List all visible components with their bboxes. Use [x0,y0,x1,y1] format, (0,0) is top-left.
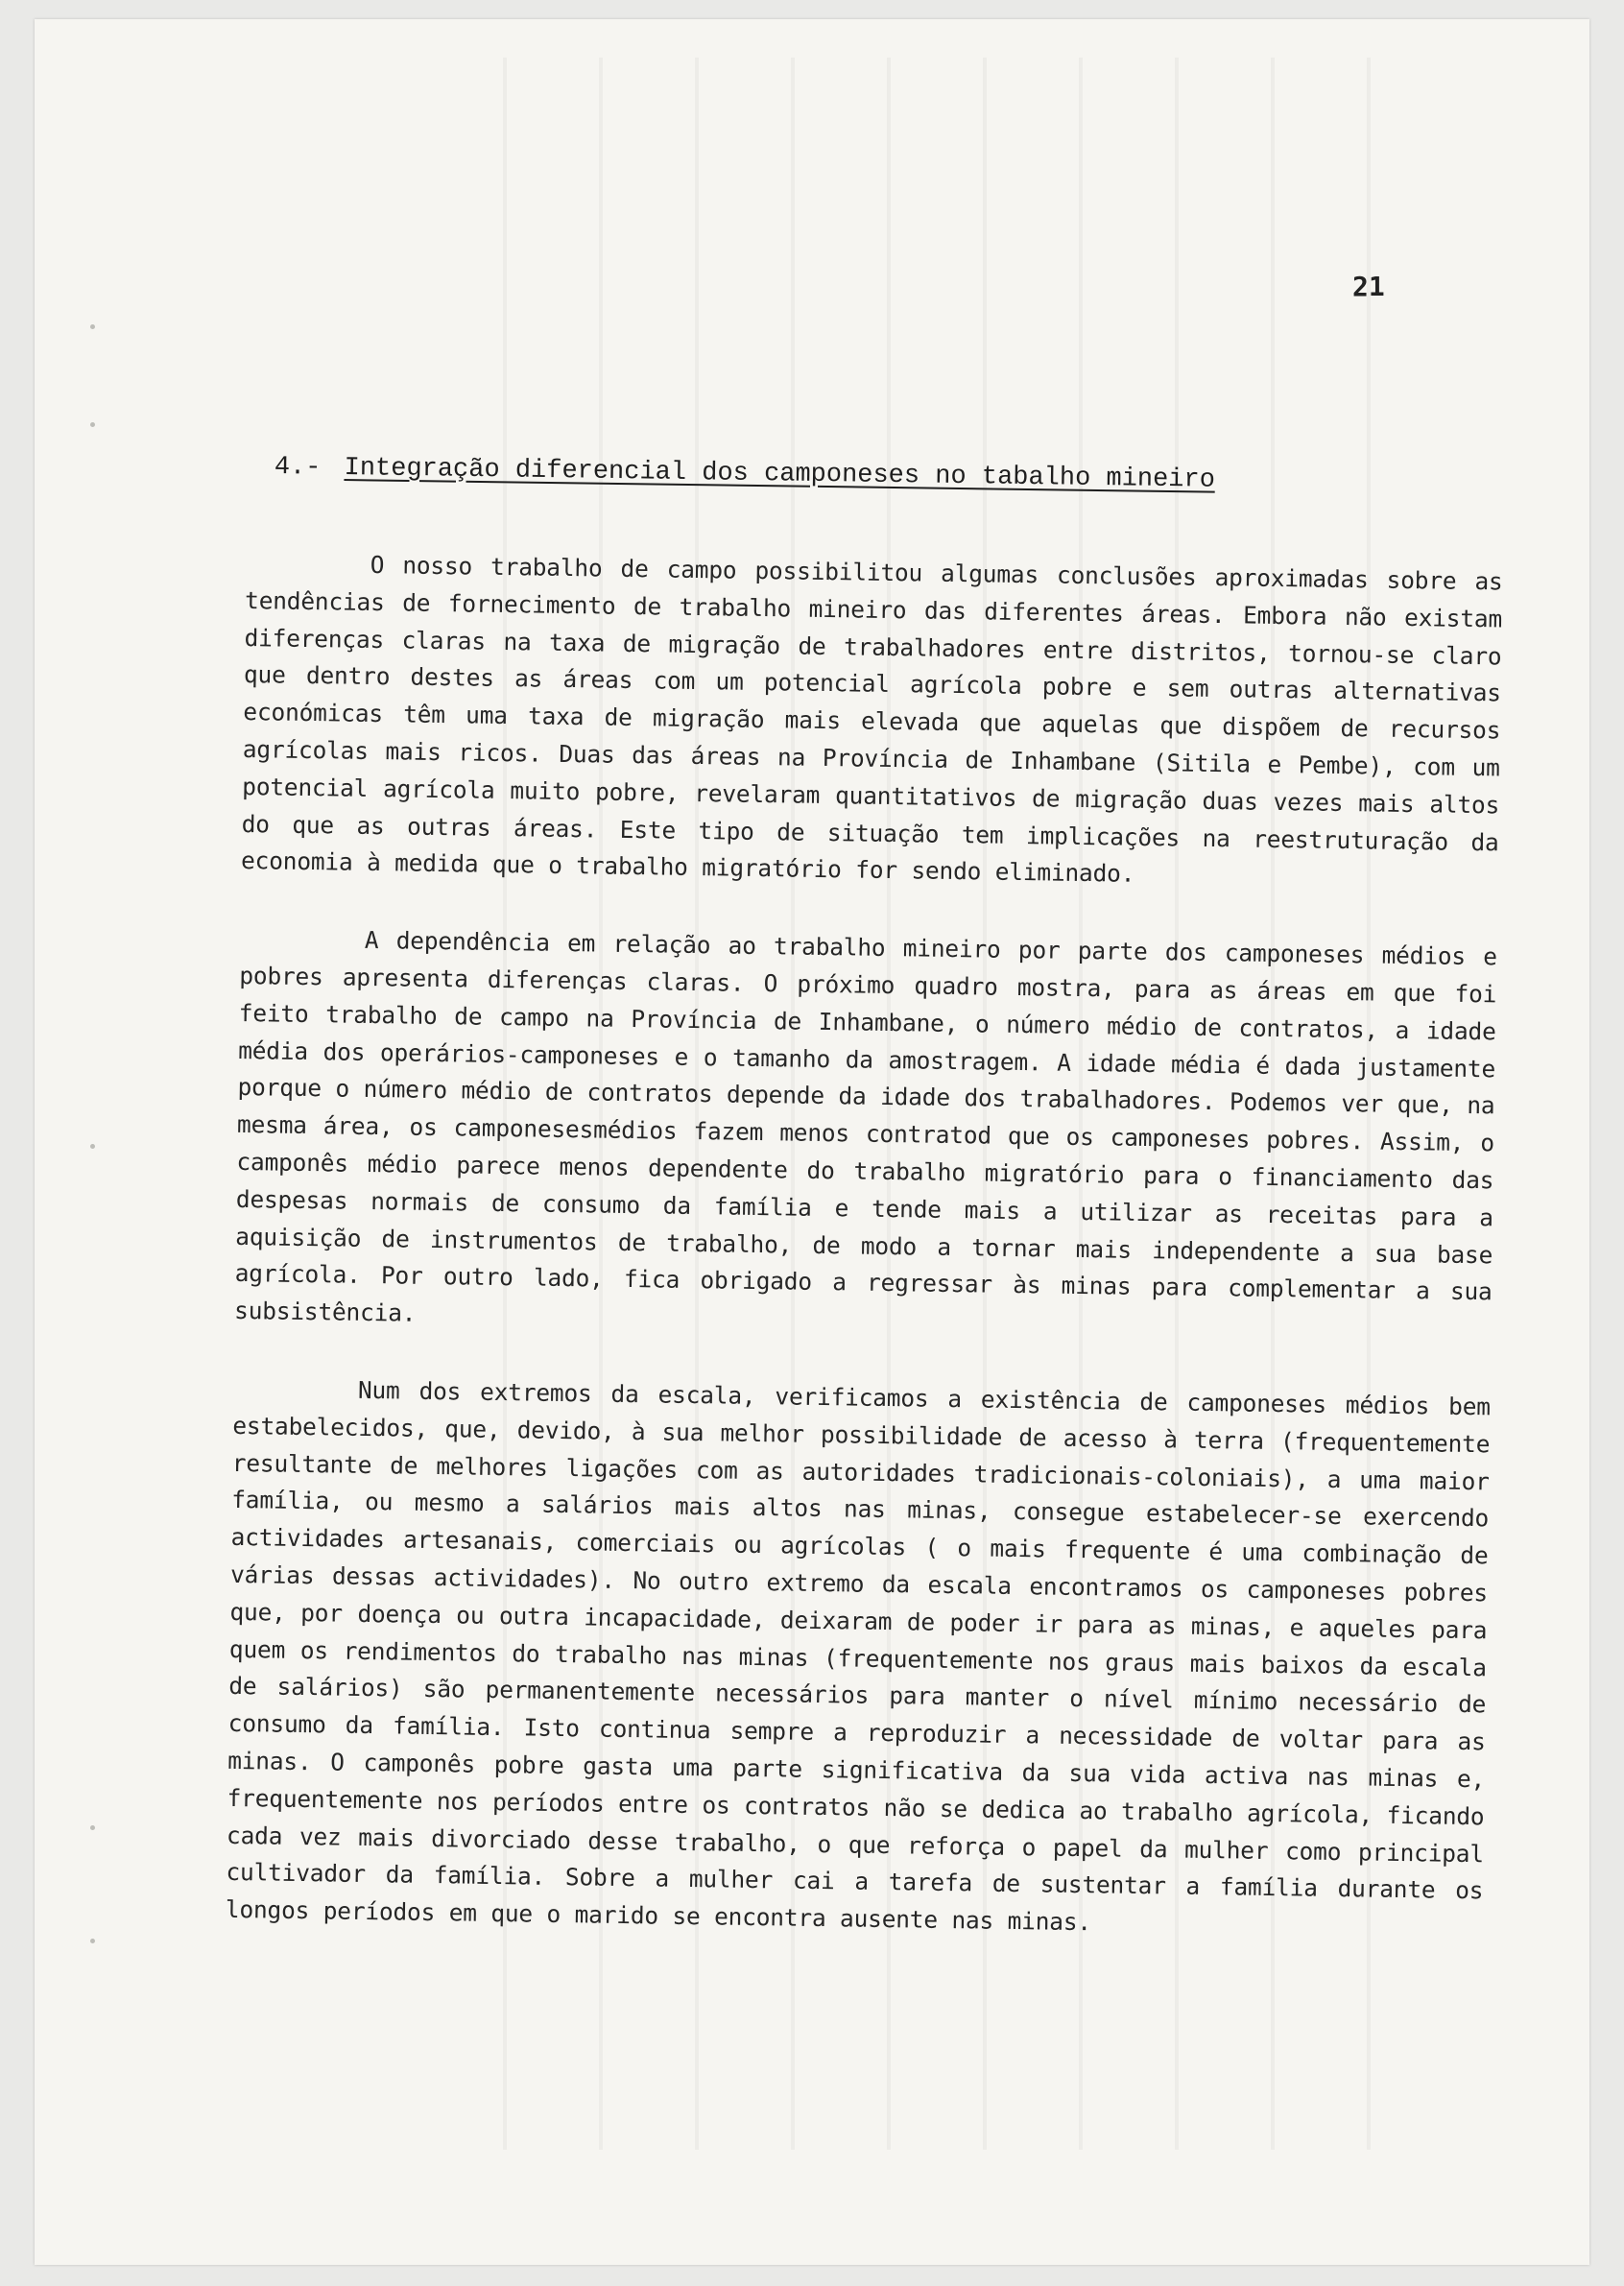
punch-mark [90,422,95,427]
paragraph: A dependência em relação ao trabalho mineiro por parte dos camponeses médios e pobres apresenta diferenças claras. O próximo quadro mostra, para as áreas em que foi feito trabalho de campo na Província de Inhambane, o número médio de contratos, a idade média dos operários-camponeses e o tamanho da amostragem. A idade média é dada justamente porque o número médio de contratos depende da idade dos trabalhadores. Podemos ver que, na mesma área, os camponesesmédios fazem menos contratod que os camponeses pobres. Assim, o camponês médio parece menos dependente do trabalho migratório para o financiamento das despesas normais de consumo da família e tende mais a utilizar as receitas para a aquisição de instrumentos de trabalho, de modo a tornar mais independente a sua base agrícola. Por outro lado, fica obrigado a regressar às minas para complementar a sua subsistência. [233,926,1497,1327]
document-page [35,19,1589,2265]
page-number: 21 [1352,271,1385,302]
section-title: Integração diferencial dos camponeses no tabalho mineiro [344,454,1216,495]
punch-mark [90,1825,95,1830]
body-text [225,545,1503,1988]
punch-mark [90,1144,95,1149]
paragraph: O nosso trabalho de campo possibilitou algumas conclusões aproximadas sobre as tendências de fornecimento de trabalho mineiro das diferentes áreas. Embora não existam diferenças claras na taxa de migração de trabalhadores entre distritos, tornou-se claro que dentro destes as áreas com um potencial agrícola pobre e sem outras alternativas económicas têm uma taxa de migração mais elevada que aquelas que dispõem de recursos agrícolas mais ricos. Duas das áreas na Província de Inhambane (Sitila e Pembe), com um potencial agrícola muito pobre, revelaram quantitativos de migração duas vezes mais altos do que as outras áreas. Este tipo de situação tem implicações na reestruturação da economia à medida que o trabalho migratório for sendo eliminado. [240,550,1503,889]
paragraph: Num dos extremos da escala, verificamos a existência de camponeses médios bem estabelecidos, que, devido, à sua melhor possibilidade de acesso à terra (frequentemente resultante de melhores ligações com as autoridades tradicionais-coloniais), a uma maior família, ou mesmo a salários mais altos nas minas, consegue estabelecer-se exercendo actividades artesanais, comerciais ou agrícolas ( o mais frequente é uma combinação de várias dessas actividades). No outro extremo da escala encontramos os camponeses pobres que, por doença ou outra incapacidade, deixaram de poder ir para as minas, e aqueles para quem os rendimentos do trabalho nas minas (frequentemente nos graus mais baixos da escala de salários) são permanentemente necessários para manter o nível mínimo necessário de consumo da família. Isto continua sempre a reproduzir a necessidade de voltar para as minas. O camponês pobre gasta uma parte significativa da sua vida activa nas minas e, frequentemente nos períodos entre os contratos não se dedica ao trabalho agrícola, ficando cada vez mais divorciado desse trabalho, o que reforça o papel da mulher como principal cultivador da família. Sobre a mulher cai a tarefa de sustentar a família durante os longos períodos em que o marido se encontra ausente nas minas. [225,1375,1492,1937]
punch-mark [90,1939,95,1943]
section-number: 4.- [274,453,322,483]
punch-mark [90,324,95,329]
